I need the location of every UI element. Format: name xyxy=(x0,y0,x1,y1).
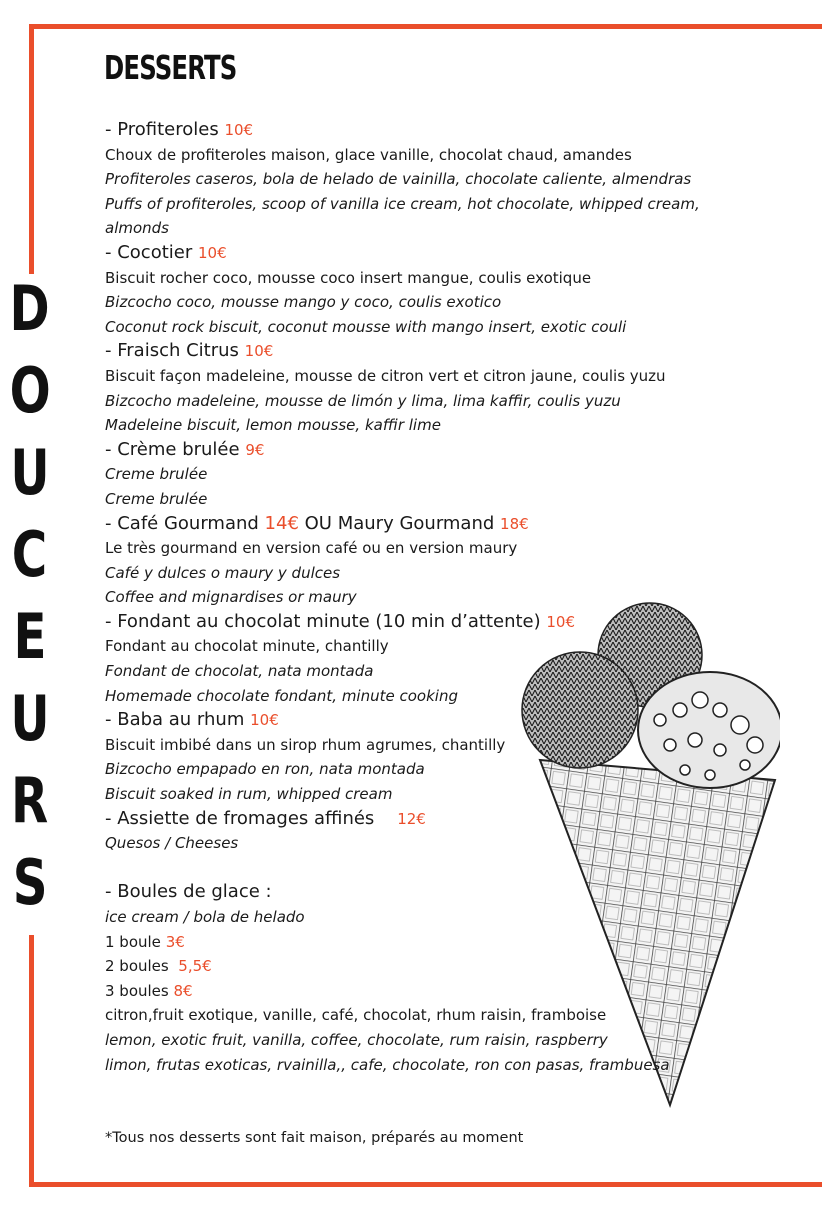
description-fr: Biscuit rocher coco, mousse coco insert mangue, coulis exotique xyxy=(105,268,592,287)
description-en: Coconut rock biscuit, coconut mousse with mango insert, exotic couli xyxy=(105,317,627,336)
description-es: Creme brulée xyxy=(105,465,208,484)
frame-border-left-upper xyxy=(29,24,34,274)
description-en: Biscuit soaked in rum, whipped cream xyxy=(105,785,393,804)
dish-heading: - Assiette de fromages affinés 12€ xyxy=(105,807,426,829)
description-es: Quesos / Cheeses xyxy=(105,834,239,853)
dish-price: 10€ xyxy=(244,342,274,361)
dish-heading: - Baba au rhum 10€ xyxy=(105,709,279,731)
description-fr: Choux de profiteroles maison, glace vanille, chocolat chaud, amandes xyxy=(105,145,632,164)
scoop-price: 3€ xyxy=(165,932,185,951)
dish-heading: - Cocotier 10€ xyxy=(105,241,227,263)
dish-price: 10€ xyxy=(250,711,279,730)
dish-name: Profiteroles xyxy=(117,119,219,140)
description-en: Creme brulée xyxy=(105,489,208,508)
dish-heading: - Crème brulée 9€ xyxy=(105,438,265,460)
scoop-price: 8€ xyxy=(173,981,193,1000)
scoop-option: 2 boules 5,5€ xyxy=(105,957,212,976)
vertical-letter: O xyxy=(9,354,49,427)
description-en-cont: almonds xyxy=(105,219,169,238)
description-es: Bizcocho madeleine, mousse de limón y lima, lima kaffir, coulis yuzu xyxy=(105,391,621,410)
dish-price: 10€ xyxy=(546,612,576,631)
vertical-letter: S xyxy=(12,846,46,919)
description-es: Bizcocho coco, mousse mango y coco, coulis exotico xyxy=(105,293,502,312)
frame-border-bottom xyxy=(29,1182,822,1187)
description-fr: Biscuit façon madeleine, mousse de citron vert et citron jaune, coulis yuzu xyxy=(105,366,666,385)
page-title: DESSERTS xyxy=(104,48,237,87)
dish-heading: - Profiteroles 10€ xyxy=(105,119,254,140)
vertical-title-douceurs xyxy=(0,268,58,924)
vertical-letter: E xyxy=(13,600,45,673)
footnote: *Tous nos desserts sont fait maison, préparés au moment xyxy=(105,1130,524,1146)
dish-name: Fondant au chocolat minute (10 min d’attente) xyxy=(117,610,541,632)
vertical-letter: R xyxy=(11,764,47,837)
description-en: Coffee and mignardises or maury xyxy=(105,588,357,607)
dish-name: Crème brulée xyxy=(117,438,240,460)
dish-heading: - Fondant au chocolat minute (10 min d’attente) 10€ xyxy=(105,610,576,632)
dish-heading: - Fraisch Citrus 10€ xyxy=(105,340,274,362)
description-es: Bizcocho empapado en ron, nata montada xyxy=(105,760,425,779)
scoop-option: 3 boules 8€ xyxy=(105,981,193,1000)
vertical-letter: U xyxy=(10,436,48,509)
flavors-fr: citron,fruit exotique, vanille, café, chocolat, rhum raisin, framboise xyxy=(105,1006,607,1025)
ice-cream-subtitle: ice cream / bola de helado xyxy=(105,908,305,926)
dish-name-alt: OU Maury Gourmand xyxy=(304,512,495,534)
frame-border-top xyxy=(29,24,822,29)
description-fr: Fondant au chocolat minute, chantilly xyxy=(105,637,389,656)
description-es: Fondant de chocolat, nata montada xyxy=(105,662,374,681)
dish-name: Fraisch Citrus xyxy=(117,340,239,362)
description-es: Profiteroles caseros, bola de helado de vainilla, chocolate caliente, almendras xyxy=(105,170,692,189)
dish-name: Baba au rhum xyxy=(117,709,245,731)
description-es: Café y dulces o maury y dulces xyxy=(105,563,341,582)
dish-price: 10€ xyxy=(224,121,254,139)
flavors-es: limon, frutas exoticas, rvainilla,, cafe, chocolate, ron con pasas, frambuesa xyxy=(105,1055,670,1074)
flavors-en: lemon, exotic fruit, vanilla, coffee, chocolate, rum raisin, raspberry xyxy=(105,1030,608,1049)
frame-border-left-lower xyxy=(29,935,34,1187)
description-fr: Le très gourmand en version café ou en version maury xyxy=(105,539,518,558)
dish-price: 14€ xyxy=(264,512,299,534)
dish-price: 12€ xyxy=(397,809,426,828)
vertical-letter: U xyxy=(10,682,48,755)
vertical-letter: D xyxy=(9,272,49,345)
description-fr: Biscuit imbibé dans un sirop rhum agrumes, chantilly xyxy=(105,735,506,754)
description-en: Puffs of profiteroles, scoop of vanilla ice cream, hot chocolate, whipped cream, xyxy=(105,194,700,213)
dish-name: Cocotier xyxy=(117,241,193,263)
dessert-menu xyxy=(105,118,765,1077)
vertical-letter: C xyxy=(12,518,46,591)
dish-price: 9€ xyxy=(245,440,265,459)
dish-name: Assiette de fromages affinés xyxy=(117,807,375,829)
dish-price: 10€ xyxy=(197,243,227,262)
scoop-option: 1 boule 3€ xyxy=(105,932,185,951)
dish-price-alt: 18€ xyxy=(500,514,529,533)
ice-cream-heading: - Boules de glace : xyxy=(105,881,272,903)
description-en: Madeleine biscuit, lemon mousse, kaffir lime xyxy=(105,416,441,435)
dish-heading: - Café Gourmand 14€ OU Maury Gourmand 18€ xyxy=(105,512,529,534)
scoop-price: 5,5€ xyxy=(178,957,212,976)
description-en: Homemade chocolate fondant, minute cooking xyxy=(105,686,458,705)
dish-name: Café Gourmand xyxy=(117,512,259,534)
